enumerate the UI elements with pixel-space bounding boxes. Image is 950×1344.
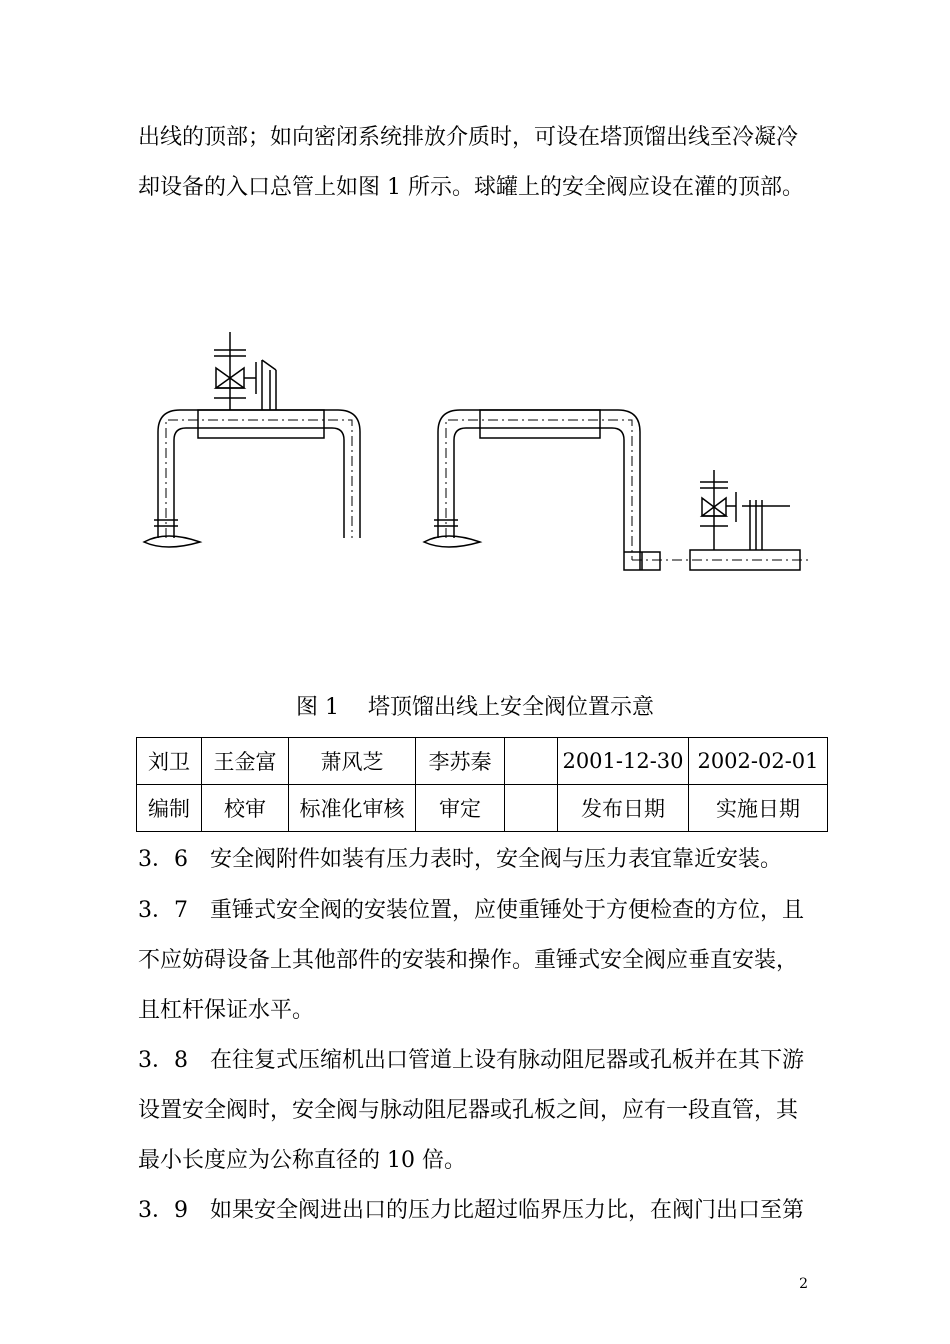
table-cell: [505, 785, 558, 832]
table-cell: 审定: [416, 785, 505, 832]
section-line: 3．6 安全阀附件如装有压力表时，安全阀与压力表宜靠近安装。: [138, 847, 782, 872]
table-cell: 编制: [137, 785, 202, 832]
page-number: 2: [799, 1276, 808, 1292]
section-line: 3．9 如果安全阀进出口的压力比超过临界压力比，在阀门出口至第: [138, 1198, 804, 1223]
section-line: 3．8 在往复式压缩机出口管道上设有脉动阻尼器或孔板并在其下游: [138, 1048, 804, 1073]
table-cell: 校审: [202, 785, 289, 832]
table-cell: [505, 738, 558, 785]
table-cell: 刘卫: [137, 738, 202, 785]
section-line: 最小长度应为公称直径的 10 倍。: [138, 1148, 466, 1173]
signature-table: [136, 737, 828, 832]
table-cell: 标准化审核: [289, 785, 416, 832]
pipe-diagram: [130, 320, 830, 590]
section-line: 设置安全阀时，安全阀与脉动阻尼器或孔板之间，应有一段直管，其: [138, 1098, 799, 1123]
table-cell: 实施日期: [689, 785, 828, 832]
table-row: [137, 785, 828, 832]
table-cell: 2002-02-01: [689, 738, 828, 785]
section-line: 3．7 重锤式安全阀的安装位置，应使重锤处于方便检查的方位，且: [138, 898, 804, 923]
table-cell: 王金富: [202, 738, 289, 785]
table-cell: 李苏秦: [416, 738, 505, 785]
body-text-line: 出线的顶部；如向密闭系统排放介质时，可设在塔顶馏出线至冷凝冷: [138, 125, 799, 150]
table-cell: 2001-12-30: [558, 738, 689, 785]
section-line: 且杠杆保证水平。: [138, 998, 315, 1023]
table-cell: 萧风芝: [289, 738, 416, 785]
left-pipe-frame: [144, 332, 360, 547]
section-line: 不应妨碍设备上其他部件的安装和操作。重锤式安全阀应垂直安装，: [138, 948, 799, 973]
right-pipe-frame: [424, 410, 810, 570]
body-text-line: 却设备的入口总管上如图 1 所示。球罐上的安全阀应设在灌的顶部。: [138, 175, 804, 200]
table-row: [137, 738, 828, 785]
table-cell: 发布日期: [558, 785, 689, 832]
figure-caption: 图 1 塔顶馏出线上安全阀位置示意: [296, 695, 654, 720]
